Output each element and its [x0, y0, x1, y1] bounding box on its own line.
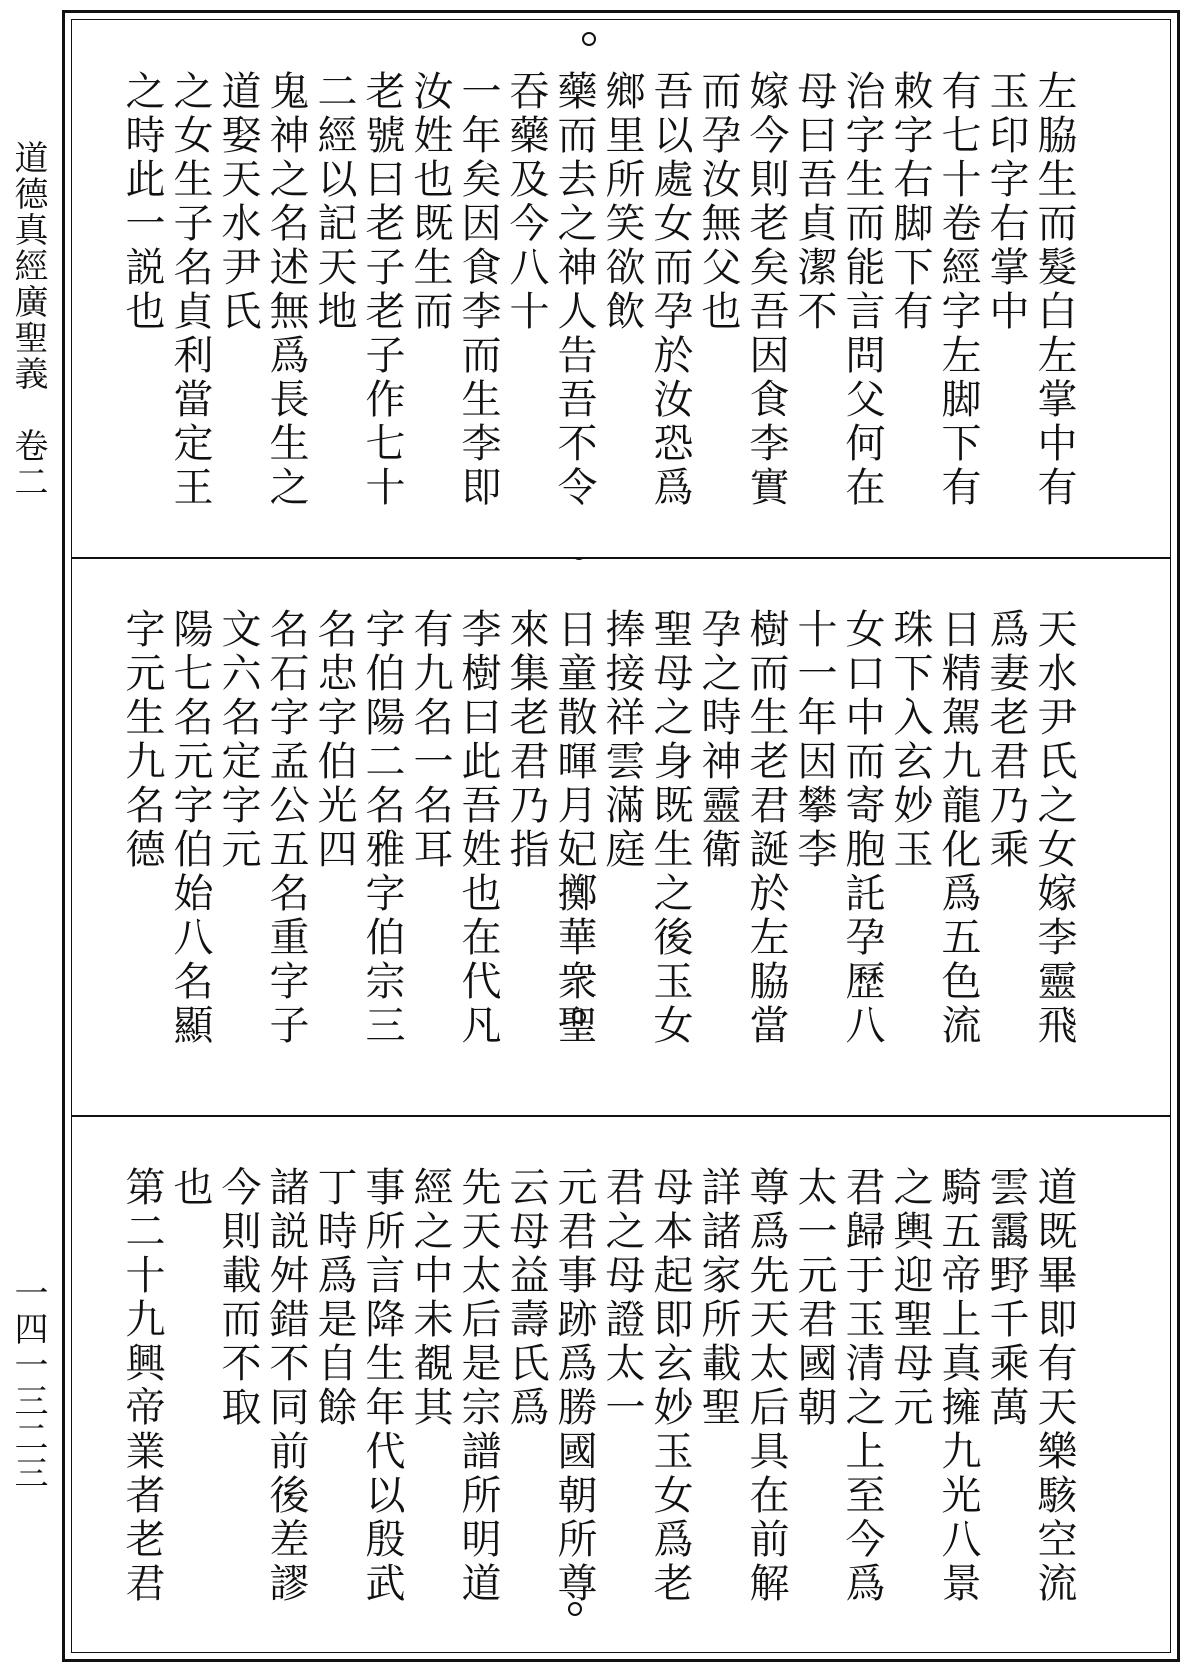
text-column: 藥而去之神人告吾不令吞藥及今八十	[503, 70, 597, 510]
text-column: 聖母之身既生之後玉女捧接祥雲滿庭	[599, 608, 693, 1048]
text-panel-3	[72, 1116, 1170, 1652]
text-column: 治字生而能言問父何在母曰吾貞潔不	[791, 70, 885, 510]
text-column: 一年矣因食李而生李即汝姓也既生而	[407, 70, 501, 510]
text-column: 老號曰老子老子作七十二經以記天地	[311, 70, 405, 510]
text-column: 先天太后是宗譜所明道經之中未覩其	[407, 1166, 501, 1606]
text-column: 第二十九興帝業者老君	[119, 1166, 165, 1606]
panel-text	[118, 70, 1078, 540]
text-column: 之女生子名貞利當定王之時此一説也	[119, 70, 213, 510]
text-column: 樹而生老君誕於左脇當孕之時神靈衛	[695, 608, 789, 1048]
text-column: 有七十卷經字左脚下有敕字右脚下有	[887, 70, 981, 510]
text-column: 名石字孟公五名重字子文六名定字元	[215, 608, 309, 1048]
text-column: 也	[167, 1166, 213, 1210]
text-column: 騎五帝上真擁九光八景之輿迎聖母元	[887, 1166, 981, 1606]
text-column: 日童散暉月妃擲華衆聖來集老君乃指	[503, 608, 597, 1048]
text-column: 日精駕九龍化爲五色流珠下入玄妙玉	[887, 608, 981, 1048]
text-column: 陽七名元字伯始八名顯字元生九名德	[119, 608, 213, 1048]
text-panel-1	[72, 20, 1170, 558]
text-column: 嫁今則老矣吾因食李實而孕汝無父也	[695, 70, 789, 510]
text-column: 吾以處女而孕於汝恐爲鄉里所笑欲飲	[599, 70, 693, 510]
panel-text	[118, 608, 1078, 1078]
text-column: 女口中而寄胞託孕歷八十一年因攀李	[791, 608, 885, 1048]
text-column: 李樹曰此吾姓也在代凡有九名一名耳	[407, 608, 501, 1048]
text-column: 左脇生而髮白左掌中有玉印字右掌中	[983, 70, 1077, 510]
text-column: 鬼神之名述無爲長生之道娶天水尹氏	[215, 70, 309, 510]
text-column: 君歸于玉清之上至今爲太一元君國朝	[791, 1166, 885, 1606]
text-column: 字伯陽二名雅字伯宗三名忠字伯光四	[311, 608, 405, 1048]
text-column: 道既畢即有天樂駭空流雲靄野千乘萬	[983, 1166, 1077, 1606]
text-column: 母本起即玄妙玉女爲老君之母證太一	[599, 1166, 693, 1606]
text-column: 諸説舛錯不同前後差謬今則載而不取	[215, 1166, 309, 1606]
panel-text	[118, 1166, 1078, 1636]
text-column: 天水尹氏之女嫁李靈飛爲妻老君乃乘	[983, 608, 1077, 1048]
text-column: 事所言降生年代以殷武丁時爲是自餘	[311, 1166, 405, 1606]
side-title: 道德真經廣聖義 卷二	[8, 140, 48, 500]
text-panel-2	[72, 558, 1170, 1116]
section-circle-mark	[572, 558, 586, 560]
text-column: 元君事跡爲勝國朝所尊云母益壽氏爲	[503, 1166, 597, 1606]
section-circle-mark	[582, 32, 596, 46]
text-column: 尊爲先天太后具在前解詳諸家所載聖	[695, 1166, 789, 1606]
page-number: 一四一三二三	[8, 1275, 48, 1491]
